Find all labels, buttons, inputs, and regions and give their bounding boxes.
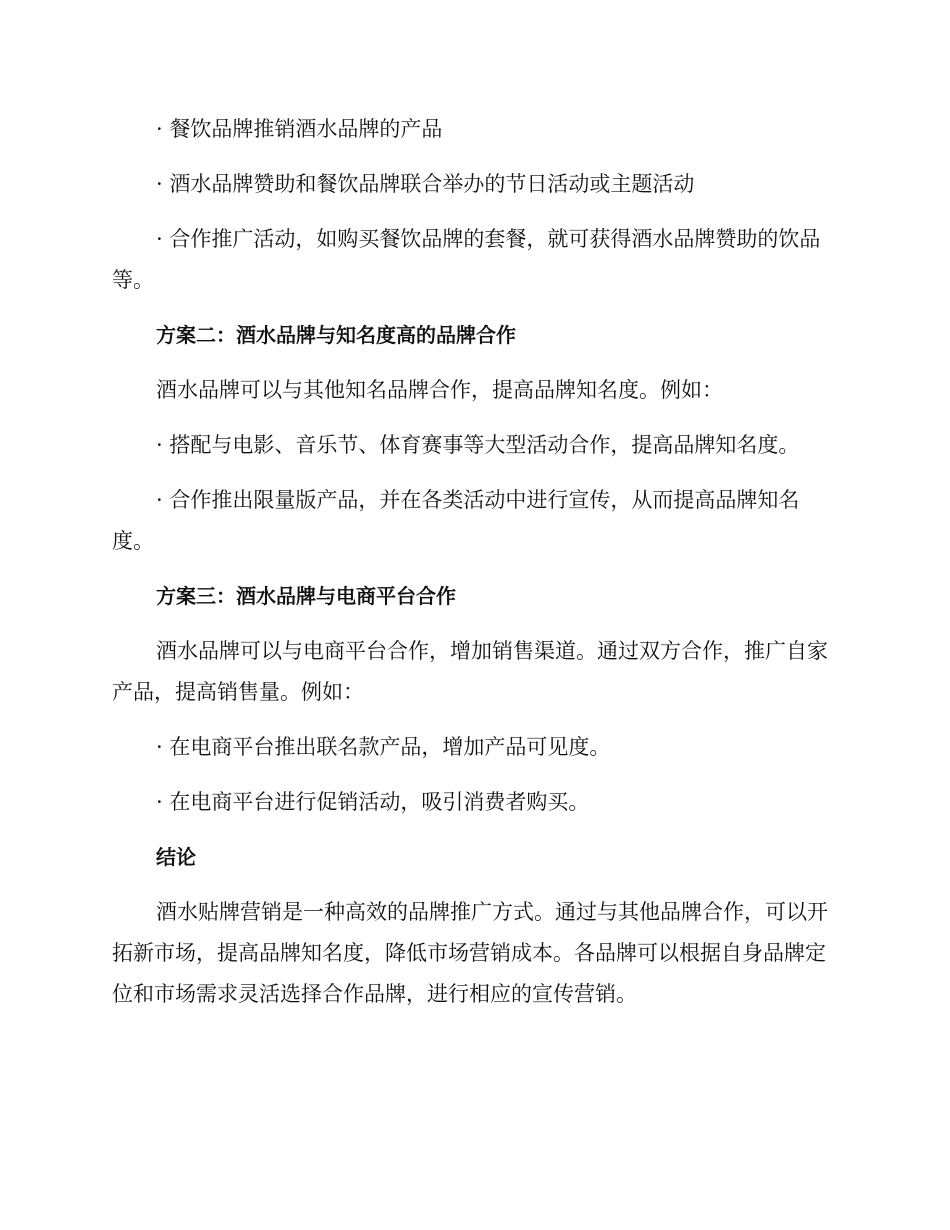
paragraph: 酒水品牌可以与电商平台合作，增加销售渠道。通过双方合作，推广自家产品，提高销售量。例如： xyxy=(112,639,828,704)
bullet-item: · 合作推广活动，如购买餐饮品牌的套餐，就可获得酒水品牌赞助的饮品等。 xyxy=(112,227,821,292)
paragraph: 酒水品牌可以与其他知名品牌合作，提高品牌知名度。例如： xyxy=(156,378,723,402)
bullet-item: · 合作推出限量版产品，并在各类活动中进行宣传，从而提高品牌知名度。 xyxy=(112,488,800,553)
section-heading: 结论 xyxy=(156,845,196,869)
section-heading: 方案二：酒水品牌与知名度高的品牌合作 xyxy=(156,323,516,347)
section-heading: 方案三：酒水品牌与电商平台合作 xyxy=(156,584,456,608)
bullet-item: · 餐饮品牌推销酒水品牌的产品 xyxy=(156,117,443,141)
paragraph: 酒水贴牌营销是一种高效的品牌推广方式。通过与其他品牌合作，可以开拓新市场，提高品牌知名度，降低市场营销成本。各品牌可以根据自身品牌定位和市场需求灵活选择合作品牌，进行相应的宣传营销。 xyxy=(112,900,828,1006)
bullet-item: · 在电商平台进行促销活动，吸引消费者购买。 xyxy=(156,790,590,814)
bullet-item: · 在电商平台推出联名款产品，增加产品可见度。 xyxy=(156,735,611,759)
bullet-item: · 酒水品牌赞助和餐饮品牌联合举办的节日活动或主题活动 xyxy=(156,172,695,196)
bullet-item: · 搭配与电影、音乐节、体育赛事等大型活动合作，提高品牌知名度。 xyxy=(156,433,800,457)
